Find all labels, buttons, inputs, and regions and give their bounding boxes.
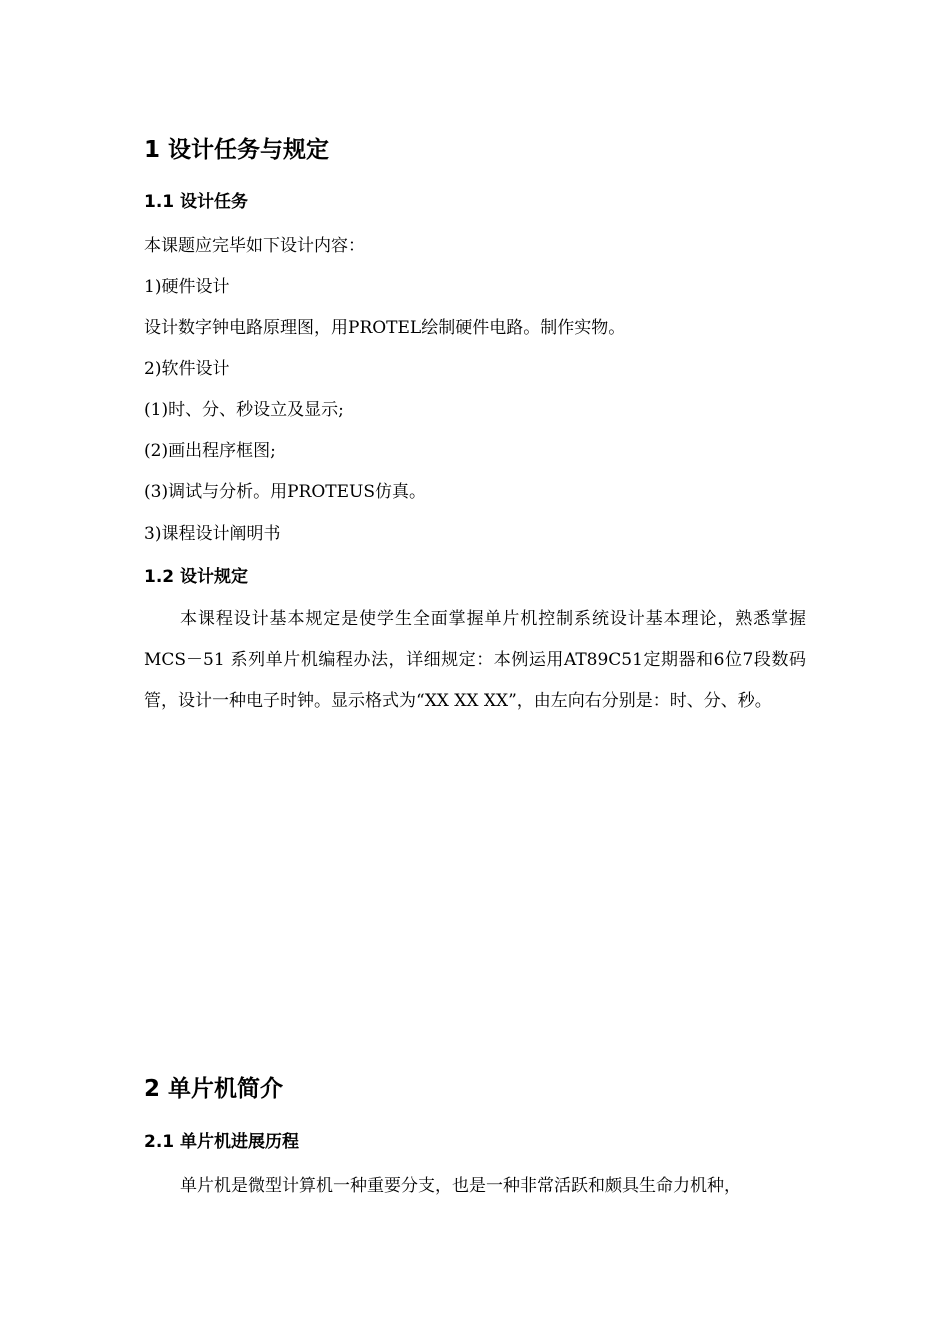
section-1-2-heading: 1.2 设计规定	[144, 567, 249, 587]
course-design-manual-item: 3)课程设计阐明书	[144, 524, 281, 544]
software-subitem-3: (3)调试与分析。用PROTEUS仿真。	[144, 482, 426, 502]
software-design-item: 2)软件设计	[144, 359, 230, 379]
software-subitem-2: (2)画出程序框图;	[144, 441, 276, 461]
section-2-1-heading: 2.1 单片机进展历程	[144, 1132, 300, 1152]
software-subitem-1: (1)时、分、秒设立及显示;	[144, 400, 344, 420]
mcu-history-paragraph: 单片机是微型计算机一种重要分支，也是一种非常活跃和颇具生命力机种，	[180, 1176, 741, 1196]
task-intro-text: 本课题应完毕如下设计内容：	[144, 236, 365, 256]
hardware-design-detail: 设计数字钟电路原理图，用PROTEL绘制硬件电路。制作实物。	[144, 318, 626, 338]
hardware-design-item: 1)硬件设计	[144, 277, 230, 297]
section-1-heading: 1 设计任务与规定	[144, 137, 330, 163]
requirements-paragraph: 本课程设计基本规定是使学生全面掌握单片机控制系统设计基本理论，熟悉掌握MCS－51 系列单片机编程办法，详细规定：本例运用AT89C51定期器和6位7段数码管，设计一种电子时钟。显示格式为“XX XX XX”，由左向右分别是：时、分、秒。	[144, 609, 806, 711]
section-2-heading: 2 单片机简介	[144, 1076, 284, 1102]
section-1-1-heading: 1.1 设计任务	[144, 192, 249, 212]
